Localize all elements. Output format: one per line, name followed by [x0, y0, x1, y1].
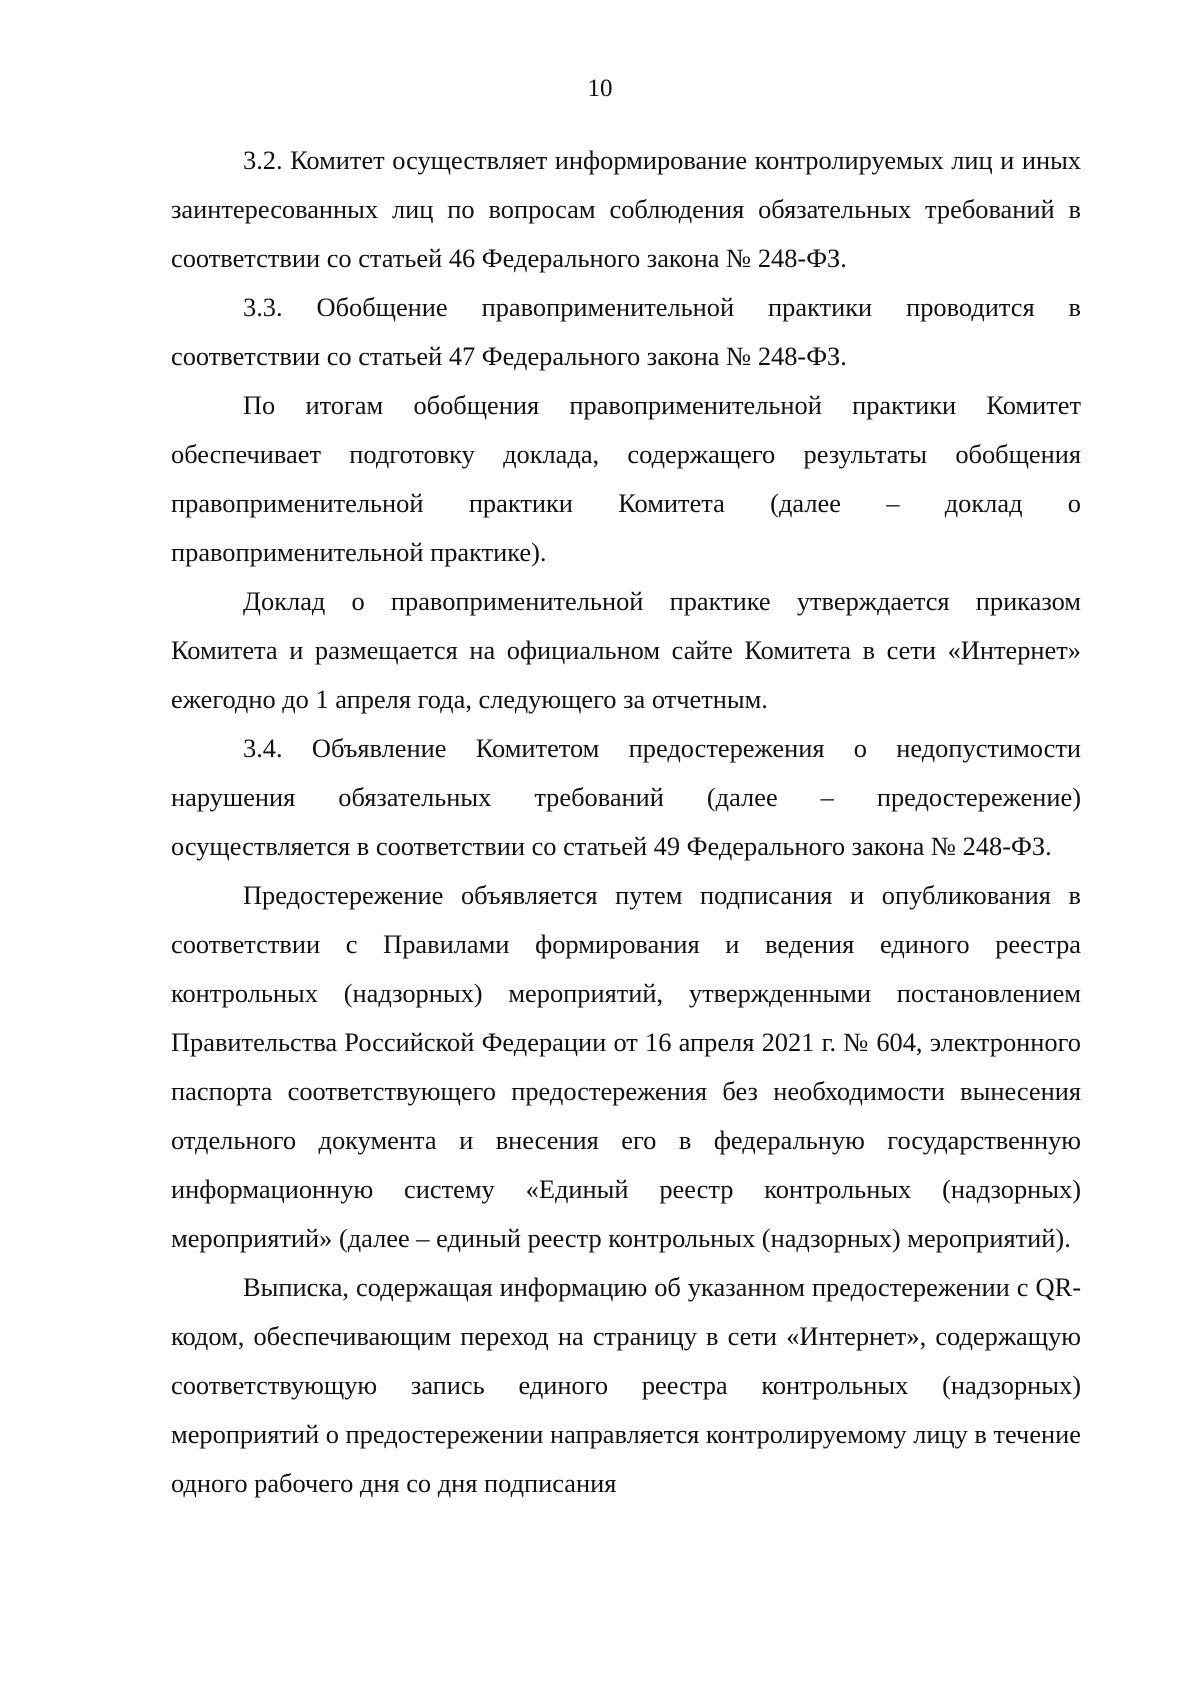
paragraph-3-3: 3.3. Обобщение правоприменительной практики проводится в соответствии со статьей 47 Федерального закона № 248-ФЗ. — [171, 292, 1081, 371]
paragraph-3-2: 3.2. Комитет осуществляет информирование контролируемых лиц и иных заинтересованных лиц по вопросам соблюдения обязательных требований в соответствии со статьей 46 Федерального закона № 248-ФЗ. — [171, 145, 1081, 273]
paragraph-report-approval: Доклад о правоприменительной практике утверждается приказом Комитета и размещается на официальном сайте Комитета в сети «Интернет» ежегодно до 1 апреля года, следующего за отчетным. — [171, 586, 1081, 714]
document-body — [171, 136, 1081, 1508]
paragraph-report-preparation: По итогам обобщения правоприменительной практики Комитет обеспечивает подготовку доклада, содержащего результаты обобщения правоприменительной практики Комитета (далее – доклад о правоприменительной практике). — [171, 390, 1081, 567]
paragraph-warning-extract: Выписка, содержащая информацию об указанном предостережении с QR-кодом, обеспечивающим переход на страницу в сети «Интернет», содержащую соответствующую запись единого реестра контрольных (надзорных) мероприятий о предостережении направляется контролируемому лицу в течение одного рабочего дня со дня подписания — [171, 1272, 1081, 1498]
paragraph-3-4: 3.4. Объявление Комитетом предостережения о недопустимости нарушения обязательных требований (далее – предостережение) осуществляется в соответствии со статьей 49 Федерального закона № 248-ФЗ. — [171, 733, 1081, 861]
page-number: 10 — [587, 75, 613, 102]
paragraph-warning-announcement: Предостережение объявляется путем подписания и опубликования в соответствии с Правилами формирования и ведения единого реестра контрольных (надзорных) мероприятий, утвержденными постановлением Правительства Российской Федерации от 16 апреля 2021 г. № 604, электронного паспорта соответствующего предостережения без необходимости вынесения отдельного документа и внесения его в федеральную государственную информационную систему «Единый реестр контрольных (надзорных) мероприятий» (далее – единый реестр контрольных (надзорных) мероприятий). — [171, 880, 1081, 1253]
